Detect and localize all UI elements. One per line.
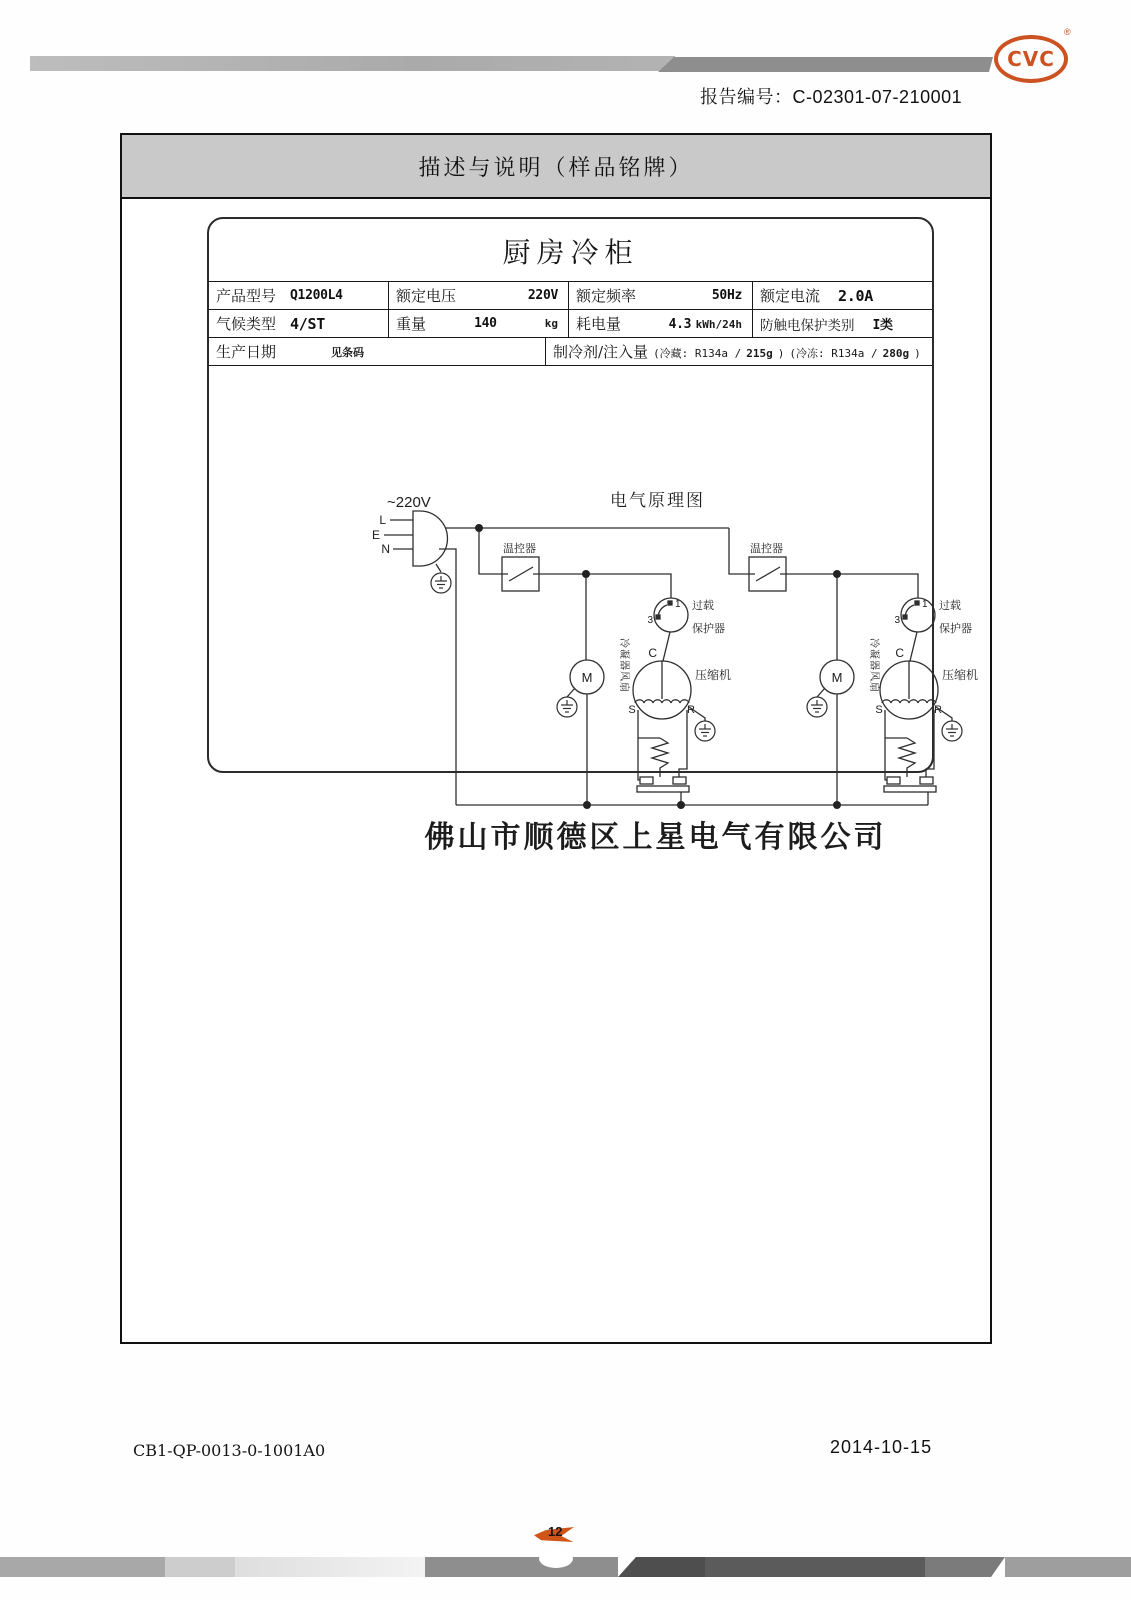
top-decor-bar-dark xyxy=(658,57,993,72)
motor-m-left: M xyxy=(581,670,593,685)
schematic-diagram xyxy=(294,444,1017,854)
earth-icon xyxy=(557,697,577,717)
bottom-bar-segment xyxy=(0,1557,165,1577)
overload-label-left-1: 过载 xyxy=(692,600,714,612)
cell-protection-class xyxy=(753,310,932,337)
main-content-box xyxy=(120,133,992,1344)
energy-label: 耗电量 xyxy=(576,315,622,333)
section-header-title: 描述与说明（样品铭牌） xyxy=(418,155,694,181)
current-value: 2.0A xyxy=(838,286,873,305)
terminal-s-right: S xyxy=(875,704,883,716)
manufacturer-name: 佛山市顺德区上星电气有限公司 xyxy=(424,820,887,855)
voltage-value: 220V xyxy=(527,288,558,303)
terminal-r-right: R xyxy=(934,704,942,716)
frequency-value: 50Hz xyxy=(711,288,742,303)
current-label: 额定电流 xyxy=(760,287,821,305)
voltage-label: 额定电压 xyxy=(396,287,457,305)
line-n-label: N xyxy=(381,542,390,556)
compressor-label-right: 压缩机 xyxy=(942,668,979,682)
fan-label-right: 冷凝器风扇 xyxy=(868,638,879,693)
frequency-label: 额定频率 xyxy=(576,287,637,305)
top-decor-bar-light xyxy=(30,56,675,71)
climate-label: 气候类型 xyxy=(216,315,277,333)
protection-label: 防触电保护类别 xyxy=(760,317,855,334)
cell-rated-voltage xyxy=(389,282,569,309)
refrigerant-frozen-prefix: (冷冻: R134a / xyxy=(789,347,878,360)
cvc-logo xyxy=(994,35,1068,83)
table-row xyxy=(209,282,932,310)
starter-left xyxy=(637,786,689,792)
nameplate-table xyxy=(209,281,932,366)
report-number: 报告编号：C-02301-07-210001 xyxy=(700,87,963,107)
bottom-bar-segment xyxy=(425,1557,618,1577)
cvc-logo-text: CVC xyxy=(1007,47,1055,71)
cell-refrigerant xyxy=(546,338,932,365)
voltage-label: ~220V xyxy=(387,494,431,511)
thermostat-label-left: 温控器 xyxy=(503,543,536,555)
energy-value: 4.3 xyxy=(668,316,692,332)
earth-icon xyxy=(807,697,827,717)
table-row xyxy=(209,338,932,365)
terminal-c-right: C xyxy=(895,646,904,660)
compressor-label-left: 压缩机 xyxy=(695,668,732,682)
refrigerant-frozen-amount: 280g xyxy=(882,347,910,360)
climate-value: 4/ST xyxy=(290,314,325,333)
energy-unit: kWh/24h xyxy=(695,317,742,331)
schematic-title: 电气原理图 xyxy=(610,491,705,510)
refrigerant-label: 制冷剂/注入量 xyxy=(553,343,649,361)
section-header xyxy=(122,135,990,199)
date-value: 见条码 xyxy=(331,345,365,359)
nameplate-panel xyxy=(207,217,979,855)
weight-label: 重量 xyxy=(396,315,427,333)
date-label: 生产日期 xyxy=(216,343,277,361)
refrigerant-frozen-suffix: ) xyxy=(914,347,921,360)
bottom-bar-segment xyxy=(925,1557,1005,1577)
terminal-c-left: C xyxy=(648,646,657,660)
cell-model xyxy=(209,282,389,309)
starter-right xyxy=(884,786,936,792)
cell-climate-class xyxy=(209,310,389,337)
cell-production-date xyxy=(209,338,546,365)
earth-icon xyxy=(695,721,715,741)
plug-symbol xyxy=(413,511,447,566)
fan-label-left: 冷凝器风扇 xyxy=(618,638,629,693)
weight-value: 140 xyxy=(474,316,497,331)
terminal-3-right: 3 xyxy=(894,615,900,626)
cell-energy xyxy=(569,310,753,337)
earth-icon xyxy=(942,721,962,741)
footer-document-code: CB1-QP-0013-0-1001A0 xyxy=(133,1441,326,1460)
motor-m-right: M xyxy=(831,670,843,685)
terminal-1-right: 1 xyxy=(922,599,928,610)
model-label: 产品型号 xyxy=(216,287,277,305)
thermostat-label-right: 温控器 xyxy=(750,543,783,555)
nameplate-title: 厨房冷柜 xyxy=(502,236,639,269)
protection-value: I类 xyxy=(872,318,893,333)
overload-label-right-2: 保护器 xyxy=(939,623,972,635)
refrigerant-cold-prefix: (冷藏: R134a / xyxy=(653,347,742,360)
bottom-bar-notch xyxy=(539,1549,573,1568)
bottom-bar-segment xyxy=(165,1557,235,1577)
bottom-bar-segment xyxy=(1005,1557,1131,1577)
bottom-bar-segment xyxy=(235,1557,425,1577)
cell-rated-frequency xyxy=(569,282,753,309)
cell-weight xyxy=(389,310,569,337)
terminal-r-left: R xyxy=(687,704,695,716)
footer-date: 2014-10-15 xyxy=(830,1437,933,1457)
refrigerant-cold-amount: 215g xyxy=(746,347,773,360)
cell-rated-current xyxy=(753,282,932,309)
bottom-bar-segment xyxy=(618,1557,705,1577)
table-row xyxy=(209,310,932,338)
refrigerant-cold-suffix: ) xyxy=(777,347,785,360)
overload-label-left-2: 保护器 xyxy=(692,623,725,635)
terminal-3-left: 3 xyxy=(647,615,653,626)
registered-mark: ® xyxy=(1064,27,1071,37)
overload-label-right-1: 过载 xyxy=(939,600,961,612)
terminal-s-left: S xyxy=(628,704,636,716)
earth-icon xyxy=(431,573,451,593)
page-number: 12 xyxy=(548,1524,563,1539)
line-l-label: L xyxy=(379,513,386,527)
terminal-1-left: 1 xyxy=(675,599,681,610)
weight-unit: kg xyxy=(544,317,558,330)
model-value: Q1200L4 xyxy=(290,288,343,303)
bottom-bar-segment xyxy=(705,1557,925,1577)
line-e-label: E xyxy=(371,528,380,542)
